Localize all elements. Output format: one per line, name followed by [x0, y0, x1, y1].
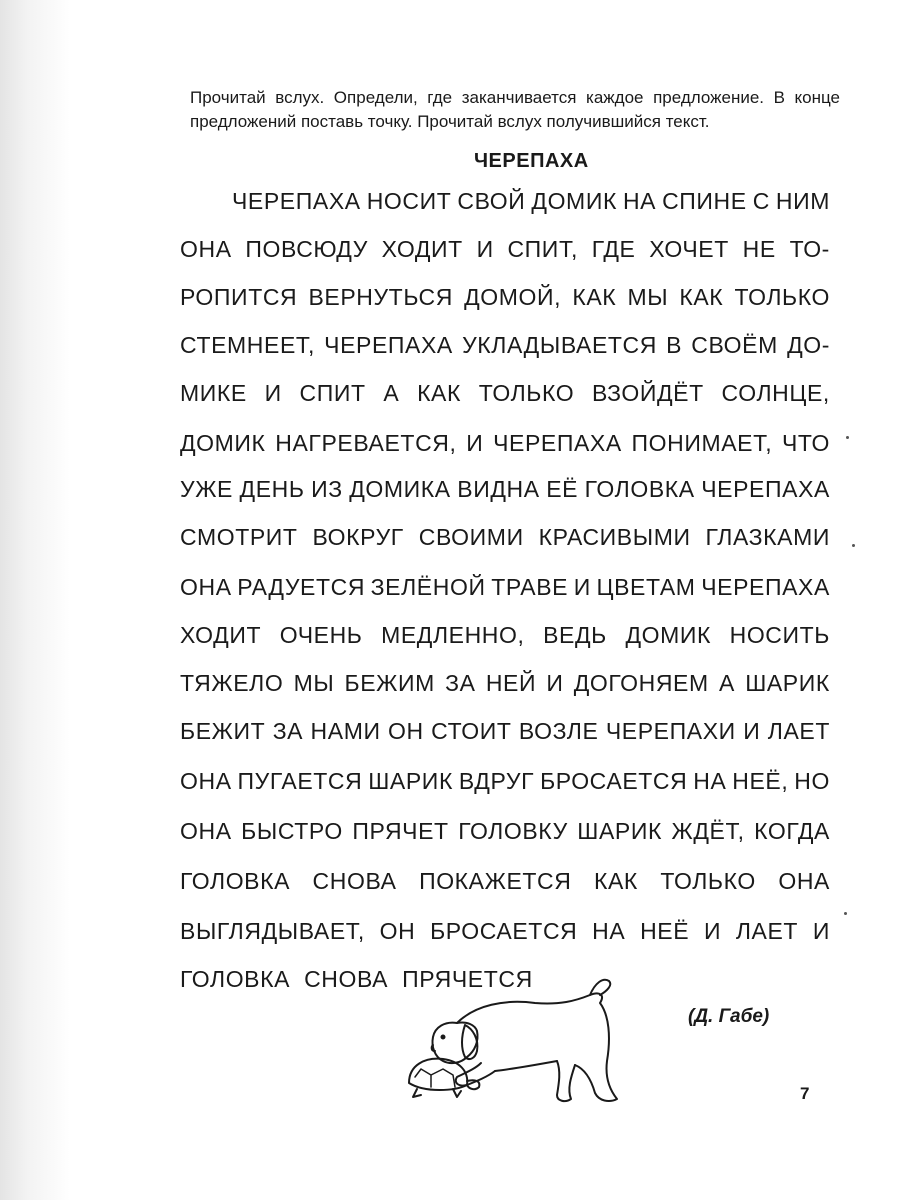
story-word: В — [666, 332, 683, 358]
story-word: ОНА — [180, 574, 232, 600]
story-word: РОПИТСЯ — [180, 284, 298, 310]
story-line — [180, 474, 830, 504]
story-word: ДОМИКА — [349, 476, 451, 502]
story-word: НЕЁ, — [732, 768, 789, 794]
story-word: СМОТРИТ — [180, 524, 298, 550]
story-word: ОЧЕНЬ — [279, 622, 363, 648]
story-word: РАДУЕТСЯ — [237, 574, 366, 600]
story-word: БЕЖИТ — [180, 718, 266, 744]
story-word: ЖДЁТ, — [671, 818, 745, 844]
story-word: ВДРУГ — [458, 768, 535, 794]
exercise-instruction: Прочитай вслух. Определи, где заканчивается каждое предложение. В конце предложений поставь точку. Прочитай вслух получившийся текст. — [190, 88, 840, 131]
story-word: ТЯЖЕЛО — [180, 670, 284, 696]
story-word: ЕЁ — [546, 476, 579, 502]
story-word: ТОЛЬКО — [478, 380, 575, 406]
story-word: НЕЁ — [640, 918, 690, 944]
story-word: ВОЗЛЕ — [518, 718, 599, 744]
story-word: СВОИМИ — [418, 524, 524, 550]
story-word: БРОСАЕТСЯ — [540, 768, 688, 794]
dog-body — [457, 993, 617, 1101]
story-word: И — [812, 918, 830, 944]
story-word: ПОНИМАЕТ, — [631, 430, 773, 456]
story-line — [180, 620, 830, 650]
story-word: ДО- — [787, 332, 830, 358]
story-word: СПИТ — [299, 380, 366, 406]
story-word: ДОМИК — [531, 188, 617, 214]
dog-belly — [495, 1061, 557, 1071]
story-word: ГДЕ — [591, 236, 636, 262]
story-word: ЗЕЛЁНОЙ — [370, 574, 486, 600]
story-line — [180, 428, 830, 458]
story-word: И — [264, 380, 282, 406]
story-word: УКЛАДЫВАЕТСЯ — [462, 332, 657, 358]
story-line — [180, 522, 830, 552]
story-word: ПОКАЖЕТСЯ — [419, 868, 572, 894]
story-word: СТЕМНЕЕТ, — [180, 332, 315, 358]
story-word: КАК — [417, 380, 461, 406]
story-word: ОН — [388, 718, 424, 744]
story-word: ИЗ — [311, 476, 343, 502]
story-word: ПРЯЧЕТСЯ — [402, 966, 533, 992]
story-word: ПОВСЮДУ — [245, 236, 368, 262]
story-word: ЛАЕТ — [767, 718, 830, 744]
story-word: НА — [693, 768, 727, 794]
story-word: НА — [592, 918, 626, 944]
story-word: ОНА — [180, 236, 232, 262]
story-word: ПУГАЕТСЯ — [237, 768, 363, 794]
story-word: ШАРИК — [745, 670, 830, 696]
story-word: СНОВА — [304, 966, 389, 992]
story-word: ДОГОНЯЕМ — [573, 670, 709, 696]
story-word: ВЫГЛЯДЫВАЕТ, — [180, 918, 365, 944]
dog-and-turtle-illustration — [395, 965, 635, 1110]
story-word: СПИТ, — [507, 236, 579, 262]
story-word: ТО- — [789, 236, 830, 262]
story-word: ВЕДЬ — [543, 622, 607, 648]
story-word: КАК — [572, 284, 617, 310]
story-word: ОНА — [180, 818, 232, 844]
story-word: СПИНЕ — [662, 188, 747, 214]
story-word: ХОЧЕТ — [649, 236, 729, 262]
story-word: БРОСАЕТСЯ — [430, 918, 578, 944]
story-word: НЕ — [742, 236, 776, 262]
story-word: ТОЛЬКО — [734, 284, 830, 310]
story-word: ЧЕРЕПАХА — [232, 188, 361, 214]
story-word: ОНА — [778, 868, 830, 894]
scan-speck — [852, 544, 855, 547]
story-word: И — [476, 236, 494, 262]
story-word: СВОЙ — [457, 188, 526, 214]
dog-tail — [590, 980, 610, 995]
story-word: ГЛАЗКАМИ — [705, 524, 830, 550]
story-word: ВЗОЙДЁТ — [591, 380, 704, 406]
story-word: НО — [794, 768, 830, 794]
story-word: МЫ — [293, 670, 335, 696]
story-word: ГОЛОВКА — [584, 476, 695, 502]
story-word: А — [383, 380, 400, 406]
story-line — [180, 816, 830, 846]
story-word: ОНА — [180, 768, 232, 794]
story-word: НИМ — [775, 188, 830, 214]
story-word: КОГДА — [754, 818, 830, 844]
story-line — [232, 186, 830, 216]
story-word: ЧЕРЕПАХА — [701, 574, 830, 600]
story-word: ГОЛОВКА — [180, 868, 291, 894]
story-word: И — [546, 670, 564, 696]
story-word: ВИДНА — [457, 476, 540, 502]
story-line — [180, 668, 830, 698]
story-word: МЕДЛЕННО, — [381, 622, 525, 648]
story-word: ВЕРНУТЬСЯ — [308, 284, 453, 310]
story-word: ЗА — [445, 670, 476, 696]
story-line — [180, 234, 830, 264]
story-word: СВОЁМ — [691, 332, 778, 358]
story-word: ТОЛЬКО — [660, 868, 756, 894]
story-word: ЧЕРЕПАХА — [701, 476, 830, 502]
story-word: БЕЖИМ — [344, 670, 435, 696]
story-word: ОН — [379, 918, 416, 944]
story-word: ДОМОЙ, — [464, 284, 562, 310]
story-title: ЧЕРЕПАХА — [474, 150, 589, 172]
story-word: ДОМИК — [180, 430, 266, 456]
story-word: ЛАЕТ — [735, 918, 799, 944]
story-word: ТРАВЕ — [491, 574, 569, 600]
story-word: ЧЕРЕПАХИ — [605, 718, 736, 744]
story-word: МЫ — [627, 284, 669, 310]
story-word: ДОМИК — [625, 622, 712, 648]
story-word: ГОЛОВКА — [180, 966, 291, 992]
dog-hind-leg — [557, 1061, 575, 1101]
story-word: КРАСИВЫМИ — [538, 524, 691, 550]
story-line — [180, 330, 830, 360]
story-word: А — [719, 670, 735, 696]
story-word: НАМИ — [310, 718, 381, 744]
scan-speck — [846, 436, 849, 439]
story-word: ЧТО — [781, 430, 830, 456]
story-word: СНОВА — [312, 868, 397, 894]
dog-eye — [442, 1036, 445, 1039]
story-word: МИКЕ — [180, 380, 247, 406]
story-word: НОСИТЬ — [729, 622, 830, 648]
story-line — [180, 866, 830, 896]
story-word: СОЛНЦЕ, — [721, 380, 830, 406]
story-word: КАК — [679, 284, 724, 310]
story-word: ХОДИТ — [180, 622, 262, 648]
story-word: ГОЛОВКУ — [458, 818, 568, 844]
story-word: НОСИТ — [366, 188, 452, 214]
story-line — [180, 716, 830, 746]
story-line — [180, 378, 830, 408]
story-word: ШАРИК — [368, 768, 453, 794]
scan-speck — [844, 912, 847, 915]
story-word: УЖЕ — [180, 476, 233, 502]
story-word: ДЕНЬ — [239, 476, 305, 502]
story-word: ЦВЕТАМ — [596, 574, 696, 600]
story-line — [180, 916, 830, 946]
story-word: НАГРЕВАЕТСЯ, — [275, 430, 457, 456]
story-word: ВОКРУГ — [312, 524, 404, 550]
story-word: И — [703, 918, 722, 944]
turtle-shell-pattern — [415, 1069, 455, 1087]
story-word: И — [743, 718, 761, 744]
story-word: ШАРИК — [577, 818, 662, 844]
page-edge-shadow — [0, 0, 70, 1200]
story-word: СТОИТ — [431, 718, 512, 744]
story-line — [180, 766, 830, 796]
story-line — [180, 282, 830, 312]
story-word: БЫСТРО — [241, 818, 343, 844]
story-word: ХОДИТ — [381, 236, 463, 262]
story-word: ЗА — [272, 718, 304, 744]
story-word: И — [573, 574, 591, 600]
story-word: КАК — [593, 868, 638, 894]
story-word: ЧЕРЕПАХА — [493, 430, 622, 456]
story-word: ПРЯЧЕТ — [352, 818, 449, 844]
author-attribution: (Д. Габе) — [688, 1006, 770, 1027]
story-word: И — [466, 430, 484, 456]
story-word: НЕЙ — [485, 670, 537, 696]
page-number: 7 — [800, 1084, 810, 1103]
story-word: ЧЕРЕПАХА — [324, 332, 453, 358]
story-word: НА — [622, 188, 657, 214]
story-word: С — [752, 188, 770, 214]
story-line — [180, 572, 830, 602]
